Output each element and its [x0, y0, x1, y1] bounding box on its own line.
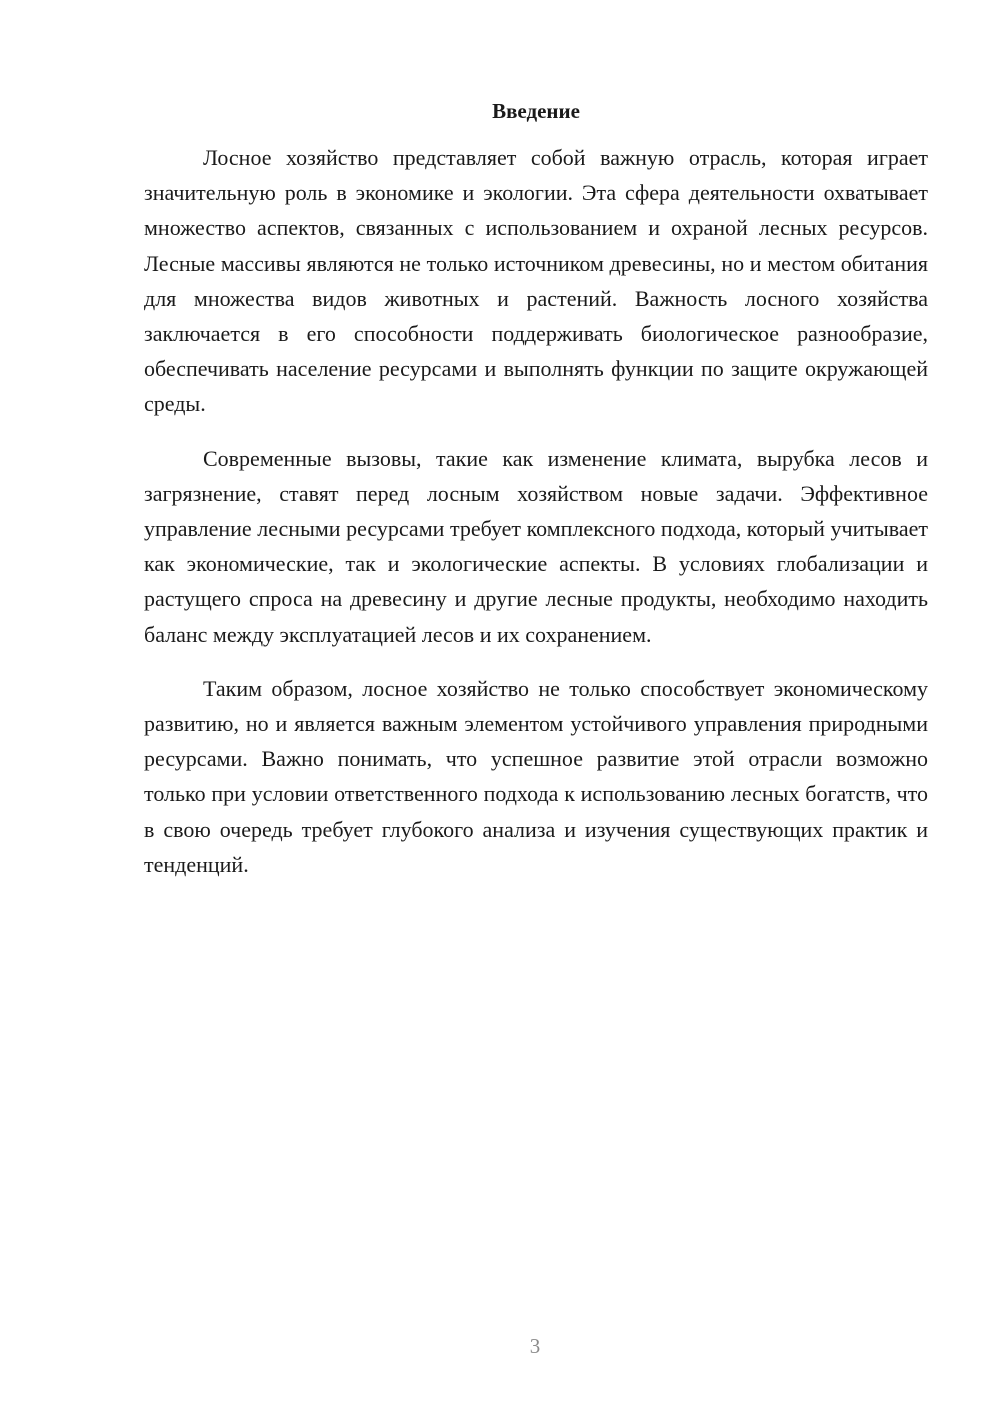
- page-number: 3: [529, 1334, 541, 1358]
- paragraph-3: Таким образом, лосное хозяйство не только способствует экономическому развитию, но и является важным элементом устойчивого управления природными ресурсами. Важно понимать, что успешное развитие этой отрасли возможно только при условии ответственного подхода к использованию лесных богатств, что в свою очередь требует глубокого анализа и изучения существующих практик и тенденций.: [144, 675, 928, 877]
- page-content: [144, 96, 928, 882]
- paragraph-2: Современные вызовы, такие как изменение климата, вырубка лесов и загрязнение, ставят перед лосным хозяйством новые задачи. Эффективное управление лесными ресурсами требует комплексного подхода, который учитывает как экономические, так и экологические аспекты. В условиях глобализации и растущего спроса на древесину и другие лесные продукты, необходимо находить баланс между эксплуатацией лесов и их сохранением.: [144, 445, 928, 647]
- paragraph-1: Лосное хозяйство представляет собой важную отрасль, которая играет значительную роль в экономике и экологии. Эта сфера деятельности охватывает множество аспектов, связанных с использованием и охраной лесных ресурсов. Лесные массивы являются не только источником древесины, но и местом обитания для множества видов животных и растений. Важность лосного хозяйства заключается в его способности поддерживать биологическое разнообразие, обеспечивать население ресурсами и выполнять функции по защите окружающей среды.: [144, 145, 928, 417]
- section-title: Введение: [492, 99, 580, 123]
